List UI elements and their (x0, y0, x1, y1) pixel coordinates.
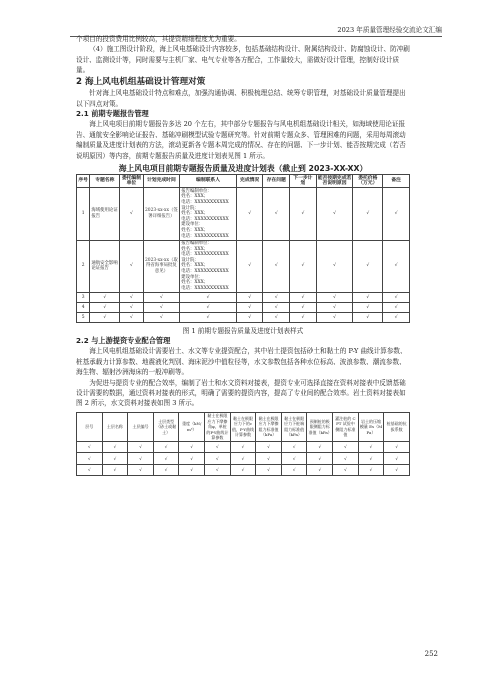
contact-line: 电话：XXXXXXXXXXX (181, 199, 229, 205)
contact-line: 报告编制单位： (181, 188, 212, 194)
cell-mark: √ (290, 292, 317, 302)
header-title: 2023 年质量管理经验交流论文汇编 (337, 26, 442, 34)
topic-name: 通航安全影响论证报告 (90, 240, 120, 292)
cell-mark: √ (236, 292, 263, 302)
cell-mark: √ (383, 292, 410, 302)
table1-header-cell: 委托编制单位 (120, 175, 143, 188)
cell-mark: √ (383, 240, 410, 292)
cell-mark: √ (77, 441, 103, 453)
cell-mark: √ (290, 240, 317, 292)
row-number: 5 (77, 312, 90, 322)
cell-mark: √ (205, 441, 231, 453)
table-row (77, 292, 410, 302)
cell-mark: √ (307, 453, 333, 465)
table2-header-cell: 重度（kN/m³） (179, 412, 205, 441)
cell-mark: √ (383, 188, 410, 240)
table2-header-cell: 桩基础的抗拔系数 (384, 412, 410, 441)
table1-title: 海上风电项目前期专题报告质量及进度计划表（截止到 2023-XX-XX） (118, 164, 368, 174)
cell-mark: √ (307, 464, 333, 476)
cell-mark: √ (316, 188, 353, 240)
contact-line: 姓名：XXX； (181, 211, 209, 217)
row-number: 1 (77, 188, 90, 240)
cell-mark: √ (358, 441, 384, 453)
paragraph: 针对海上风电基础设计特点和难点，加强沟通协调、积极梳理总结、统筹专职管理，对基础设计质量管理提出以下四点对策。 (76, 89, 406, 108)
table-row (77, 464, 410, 476)
table2-header-cell: 土层类型（砂土或黏土） (153, 412, 179, 441)
cell-mark: √ (333, 453, 359, 465)
cell-mark: √ (120, 292, 143, 302)
cell-mark: √ (307, 441, 333, 453)
cell-mark: √ (120, 240, 143, 292)
topic-name: √ (90, 302, 120, 312)
paragraph: 个项目的投资费用比例较高，其提资精细程度尤为重要。 (76, 35, 241, 43)
topic-name: 海域使用论证报告 (90, 188, 120, 240)
cell-mark: √ (263, 292, 290, 302)
contact-line: 姓名：XXX； (181, 194, 209, 200)
paragraph: 为促进与提资专业的配合效率，编制了岩土和水文资料对接表，提资专业可选择直接在资料对接表中反馈基础设计需要的数据，通过资料对接表的形式，明确了需要的提资内容，提高了专业间的配合效率。岩土资料对接表如图 2 所示，水文资料对接表如图 3 所示。 (76, 378, 406, 408)
cell-mark: √ (102, 441, 128, 453)
contact-cell: √ (180, 292, 237, 302)
topic-name: √ (90, 312, 120, 322)
plan-date: √ (143, 292, 180, 302)
table1-header-cell: 完成情况 (236, 175, 263, 188)
cell-mark: √ (102, 453, 128, 465)
cell-mark: √ (358, 453, 384, 465)
paragraph: 海上风电项目前期专题报告多达 20 个左右，其中部分专题报告与风电机组基础设计相关，如海域使用论证报告、通航安全影响论证报告、基础冲刷模型试验专题研究等。针对前期专题众多、管理困难的问题，采用每周滚动编制质量及进度计划表的方法，滚动更新各专题本周完成的情况、存在的问题、下一步计划、能否按期完成（若否说明原因）等内容，前期专题报告质量及进度计划表见图 1 所示。 (76, 120, 406, 160)
cell-mark: √ (236, 188, 263, 240)
contact-line: 电话：XXXXXXXXXXX (181, 216, 229, 222)
plan-date: √ (143, 302, 180, 312)
cell-mark: √ (384, 441, 410, 453)
topic-name: √ (90, 292, 120, 302)
contact-line: 电话：XXXXXXXXXXX (181, 285, 229, 291)
page-body (76, 34, 410, 476)
plan-date: 2023-xx-xx（取得省海事局批复意见） (143, 240, 180, 292)
cell-mark: √ (236, 240, 263, 292)
cell-mark: √ (290, 302, 317, 312)
cell-mark: √ (256, 464, 282, 476)
table2-header-cell: 土层编号 (128, 412, 154, 441)
contact-line: 建设单位： (181, 274, 204, 280)
cell-mark: √ (281, 441, 307, 453)
cell-mark: √ (263, 302, 290, 312)
contact-cell: √ (180, 312, 237, 322)
cell-mark: √ (77, 464, 103, 476)
cell-mark: √ (316, 312, 353, 322)
cell-mark: √ (256, 453, 282, 465)
table1-header-cell: 计划完成时间 (143, 175, 180, 188)
cell-mark: √ (353, 292, 383, 302)
cell-mark: √ (281, 453, 307, 465)
contact-line: 建设单位： (181, 222, 204, 228)
cell-mark: √ (290, 312, 317, 322)
cell-mark: √ (205, 453, 231, 465)
cell-mark: √ (316, 240, 353, 292)
section-heading: 2 海上风电机组基础设计管理对策 (76, 76, 206, 87)
subsection-heading: 2.1 前期专题报告管理 (76, 108, 149, 118)
cell-mark: √ (236, 302, 263, 312)
cell-mark: √ (128, 453, 154, 465)
page-number: 252 (424, 650, 438, 658)
table1-header-cell: 存在问题 (263, 175, 290, 188)
table-row (77, 240, 410, 292)
cell-mark: √ (383, 312, 410, 322)
contact-line: 报告编制单位： (181, 241, 212, 247)
cell-mark: √ (120, 312, 143, 322)
table2-header-cell: 黏土在极限应力下的c值，P-Y曲线计算参数 (230, 412, 256, 441)
cell-mark: √ (179, 441, 205, 453)
cell-mark: √ (263, 188, 290, 240)
table-row (77, 188, 410, 240)
paragraph: （4）施工图设计阶段，海上风电基础设计内容较多，包括基础结构设计、附属结构设计、防腐蚀设计、防冲刷设计、监测设计等，同时需要与主机厂家、电气专业等各方配合，工作量较大，需做好设计管理，控制好设计质量。 (76, 45, 410, 75)
cell-mark: √ (353, 188, 383, 240)
table-row (77, 441, 410, 453)
contact-line: 姓名：XXX； (181, 227, 209, 233)
cell-mark: √ (179, 464, 205, 476)
contact-line: 电话：XXXXXXXXXXX (181, 252, 229, 258)
cell-mark: √ (384, 453, 410, 465)
cell-mark: √ (77, 453, 103, 465)
cell-mark: √ (290, 188, 317, 240)
row-number: 3 (77, 292, 90, 302)
cell-mark: √ (333, 464, 359, 476)
cell-mark: √ (353, 302, 383, 312)
cell-mark: √ (384, 464, 410, 476)
contact-line: 电话：XXXXXXXXXXX (181, 233, 229, 239)
table2-header-cell: 岩土的压缩模量 Es（MPa） (358, 412, 384, 441)
cell-mark: √ (153, 453, 179, 465)
contact-line: 姓名：XXX； (181, 280, 209, 286)
cell-mark: √ (179, 453, 205, 465)
table2-header-cell: 黏土在极限应力下桩端阻力标准值（kPa） (281, 412, 307, 441)
cell-mark: √ (230, 464, 256, 476)
cell-mark: √ (358, 464, 384, 476)
cell-mark: √ (153, 441, 179, 453)
cell-mark: √ (281, 464, 307, 476)
subsection-heading: 2.2 与上游提资专业配合管理 (76, 335, 171, 345)
table1-header-cell: 专题名称 (90, 175, 120, 188)
cell-mark: √ (230, 453, 256, 465)
cell-mark: √ (316, 292, 353, 302)
figure1-caption: 图 1 前期专题报告质量及进度计划表样式 (182, 326, 304, 335)
cell-mark: √ (353, 312, 383, 322)
table2-header-cell: 黏土在极限应力下摩擦角φ，单桩的P-Y曲线计算参数 (206, 413, 229, 440)
cell-mark: √ (263, 240, 290, 292)
row-number: 2 (77, 240, 90, 292)
table1 (76, 174, 410, 323)
table-row (77, 312, 410, 322)
row-number: 4 (77, 302, 90, 312)
table2-header-row (77, 412, 410, 441)
table1-header-row (77, 175, 410, 188)
table2-header-cell: 黏土在极限应力下摩擦阻力标准值（kPa） (256, 412, 282, 441)
table1-header-cell: 下一步计划 (290, 175, 317, 188)
table-row (77, 453, 410, 465)
plan-date: √ (143, 312, 180, 322)
contact-line: 姓名：XXX； (181, 246, 209, 252)
cell-mark: √ (128, 441, 154, 453)
cell-mark: √ (383, 302, 410, 312)
cell-mark: √ (120, 188, 143, 240)
cell-mark: √ (236, 312, 263, 322)
table-row (77, 302, 410, 312)
cell-mark: √ (230, 441, 256, 453)
contact-cell (180, 240, 237, 292)
contact-cell: √ (180, 302, 237, 312)
table2 (76, 412, 410, 477)
table1-header-cell: 能否按期完成若否说明原因 (317, 175, 352, 187)
table2-header-cell: 预制桩的极限侧阻力标准值（kPa） (307, 412, 333, 441)
cell-mark: √ (153, 464, 179, 476)
paragraph: 海上风电机组基础设计需要岩土、水文等专业提资配合，其中岩土提资包括砂土和黏土的 P-Y 曲线计算参数、桩基承载力计算参数、地震液化判别、海床泥沙中值粒径等，水文参数包括各种水位标高、波浪参数、潮流参数、海生物、辐射沙洲海床的一般冲刷等。 (76, 347, 407, 377)
table2-header-cell: 层号 (77, 412, 103, 441)
cell-mark: √ (316, 302, 353, 312)
table1-header-cell: 序号 (77, 175, 90, 188)
table2-header-cell: 灌注桩的 CPT 试验中侧阻力标准值 (333, 412, 359, 441)
contact-line: 设计院： (181, 205, 199, 211)
cell-mark: √ (205, 464, 231, 476)
cell-mark: √ (256, 441, 282, 453)
contact-line: 姓名：XXX； (181, 263, 209, 269)
plan-date: 2023-xx-xx（签署详细报告） (143, 188, 180, 240)
table1-header-cell: 委托价格（万元） (353, 175, 383, 188)
cell-mark: √ (128, 464, 154, 476)
table1-header-cell: 编制联系人 (180, 175, 237, 188)
cell-mark: √ (120, 302, 143, 312)
cell-mark: √ (263, 312, 290, 322)
contact-line: 电话：XXXXXXXXXXX (181, 269, 229, 275)
contact-line: 设计院： (181, 257, 199, 263)
contact-cell (180, 188, 237, 240)
cell-mark: √ (102, 464, 128, 476)
table1-header-cell: 备注 (383, 175, 410, 188)
cell-mark: √ (353, 240, 383, 292)
cell-mark: √ (333, 441, 359, 453)
table2-header-cell: 土层名称 (102, 412, 128, 441)
